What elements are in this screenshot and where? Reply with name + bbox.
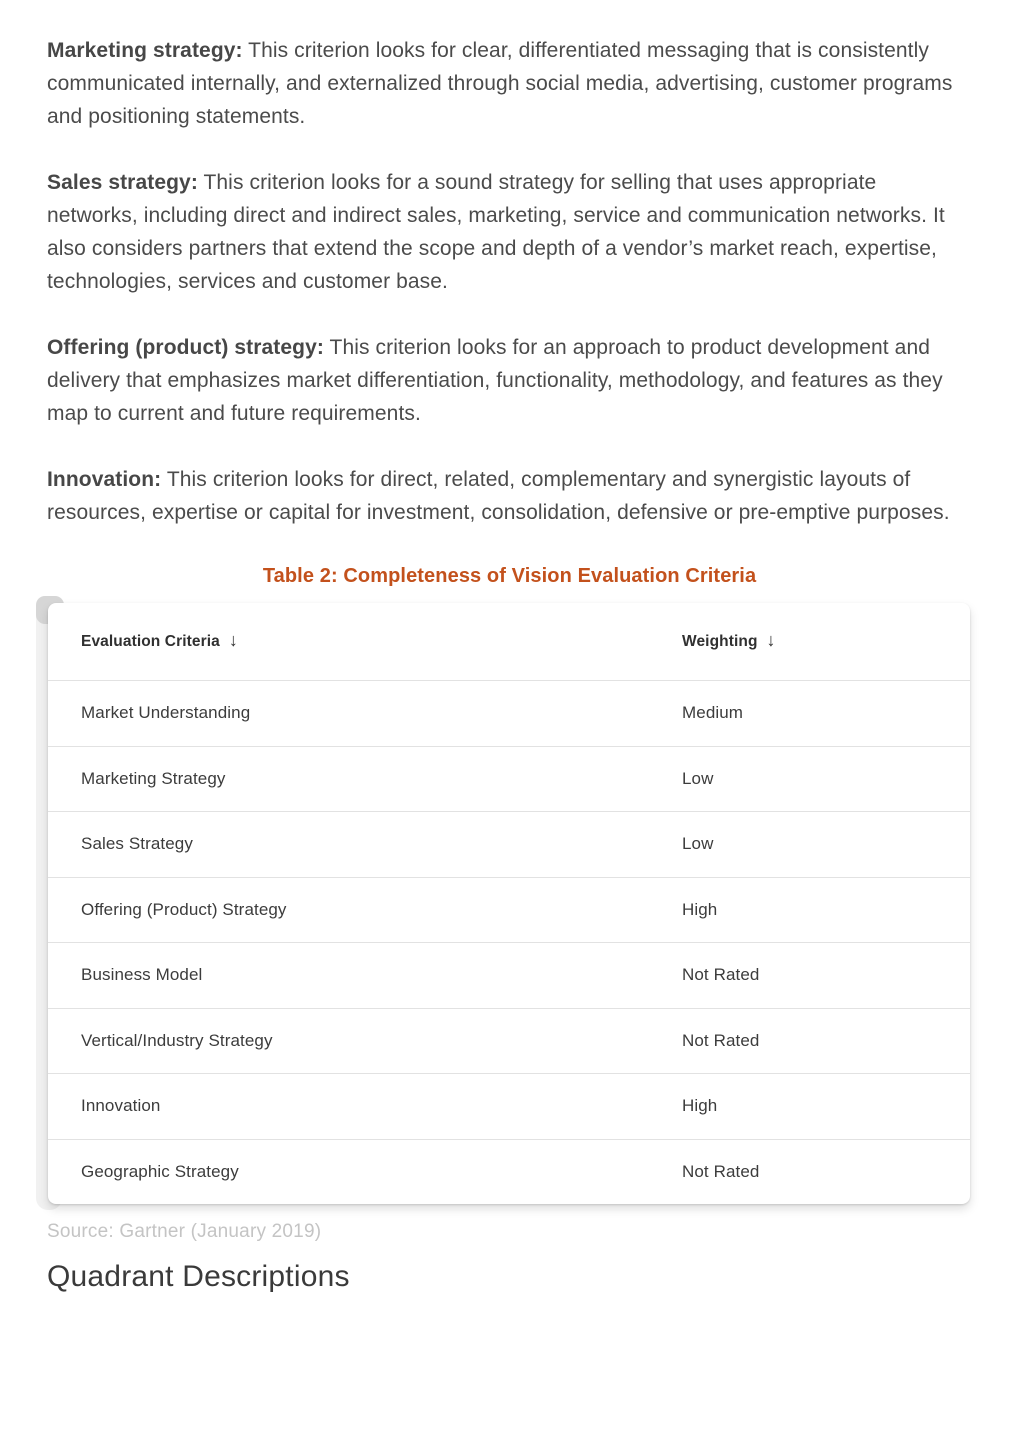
paragraph-label: Innovation: [47,468,162,491]
table-row [48,680,970,746]
table-row [48,1008,970,1074]
paragraph-text: This criterion looks for direct, related, complementary and synergistic layouts of resources, expertise or capital for investment, consolidation, defensive or pre-emptive purposes. [47,468,950,524]
cell-weighting: Low [682,834,714,853]
paragraph-label: Marketing strategy: [47,39,243,62]
cell-weighting: Medium [682,703,744,722]
table-row [48,942,970,1008]
column-header-weighting[interactable] [682,631,970,652]
table-row [48,811,970,877]
cell-weighting: Low [682,768,714,788]
table-title: Table 2: Completeness of Vision Evaluation Criteria [262,565,757,587]
cell-criteria: Offering (Product) Strategy [81,899,287,919]
table-header-row [48,603,970,680]
paragraph-innovation [47,463,963,529]
cell-weighting: High [682,1096,718,1115]
evaluation-criteria-table [48,603,970,1204]
cell-weighting: Not Rated [682,965,760,984]
table-row [48,1073,970,1139]
cell-criteria: Business Model [81,965,203,984]
cell-criteria: Vertical/Industry Strategy [81,1030,273,1050]
cell-weighting: Not Rated [682,1161,760,1181]
paragraph-text: This criterion looks for a sound strategy for selling that uses appropriate networks, including direct and indirect sales, marketing, service and communication networks. It also considers partners that extend the scope and depth of a vendor’s market reach, expertise, technologies, services and customer base. [47,171,945,293]
cell-weighting: High [682,899,718,919]
paragraph-label: Sales strategy: [47,171,198,194]
cell-criteria: Innovation [81,1096,161,1115]
table-row [48,877,970,943]
table-body [48,680,970,1204]
paragraph-text: This criterion looks for an approach to product development and delivery that emphasizes market differentiation, functionality, methodology, and features as they map to current and future requirements. [47,336,943,425]
table-row [48,1139,970,1205]
cell-criteria: Sales Strategy [81,834,193,853]
cell-criteria: Geographic Strategy [81,1161,239,1181]
paragraph-label: Offering (product) strategy: [47,336,324,359]
table-card-wrapper [48,603,970,1204]
cell-weighting: Not Rated [682,1030,760,1050]
paragraph-offering-strategy [47,331,963,430]
paragraph-text: This criterion looks for clear, differentiated messaging that is consistently communicated internally, and externalized through social media, advertising, customer programs and positioning statements. [47,39,953,128]
paragraph-sales-strategy [47,166,963,298]
section-heading: Quadrant Descriptions [47,1260,350,1293]
column-header-label: Weighting [682,632,758,650]
column-header-label: Evaluation Criteria [81,632,220,650]
table-row [48,746,970,812]
paragraph-marketing-strategy [47,34,963,133]
table-source: Source: Gartner (January 2019) [47,1221,322,1242]
sort-descending-icon: ↓ [228,630,238,650]
sort-descending-icon: ↓ [766,630,776,650]
cell-criteria: Market Understanding [81,703,251,722]
column-header-evaluation-criteria[interactable] [81,631,682,652]
cell-criteria: Marketing Strategy [81,768,226,788]
